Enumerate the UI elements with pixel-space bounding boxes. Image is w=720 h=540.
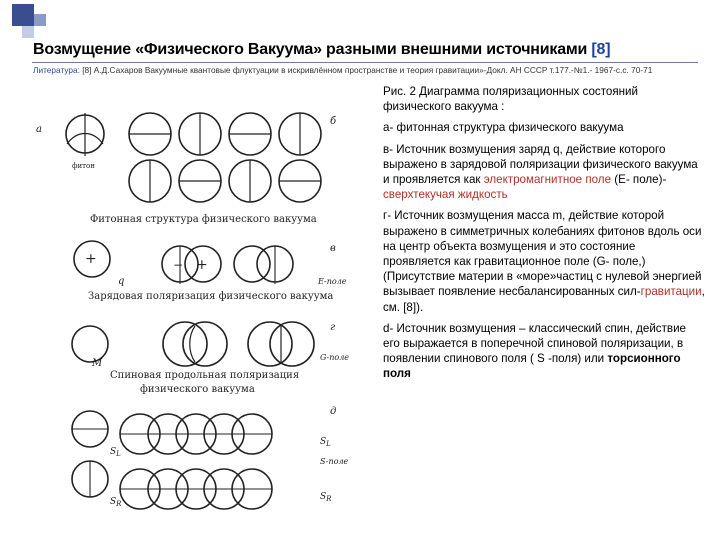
minus-sign: −: [173, 258, 184, 272]
label-g: г: [330, 322, 336, 333]
row-charge: [74, 241, 293, 284]
item-d: d- Источник возмущения – классический спин, действие его выражается в поперечной спиновой поляризации, в появлении спинового поля ( S -поля) или торсионного поля: [383, 321, 686, 381]
photon-label: фитон: [72, 162, 95, 170]
caption-spin-2: физического вакуума: [140, 384, 255, 395]
row-mass: [72, 322, 314, 366]
literature-line: [33, 64, 673, 76]
m-label: M: [92, 358, 103, 369]
label-v: в: [330, 243, 336, 254]
polarization-diagram: [30, 104, 370, 536]
torsion-field: торсионного поля: [383, 352, 681, 381]
label-a: а: [36, 124, 42, 135]
row-spin: [72, 411, 272, 509]
plus-sign: +: [85, 251, 97, 267]
title-divider: [32, 62, 698, 63]
g-field-label: G-поле: [320, 353, 350, 362]
literature-text: [8] А.Д.Сахаров Вакуумные квантовые флуктуации в искривлённом пространстве и теория гравитации»-Докл. АН СССР т.177.-№1.- 1967-с.с. 70-71: [82, 65, 653, 75]
row-phyton: [66, 113, 321, 202]
figure-caption: Рис. 2 Диаграмма поляризационных состояний физического вакуума :: [383, 85, 638, 114]
sr-label-2: $S_R$: [320, 492, 332, 503]
caption-charge: Зарядовая поляризация физического вакуума: [88, 291, 334, 302]
q-label: q: [118, 276, 125, 287]
label-d: д: [330, 406, 337, 417]
sl-label: $S_L$: [110, 447, 121, 458]
item-a: а- фитонная структура физического вакуума: [383, 121, 624, 135]
item-g: г- Источник возмущения масса m, действие которой выражено в симметричных колебаниях фитонов вдоль оси на центр объекта возмущения и это состояние проявляется как гравитационное поле (G- поле,) (Присутствие материи в «море»частиц с нулевой энергией вызывает появление несбалансированных сил-гравитации, см. [8]).: [383, 209, 705, 314]
caption-phyton: Фитонная структура физического вакуума: [90, 214, 317, 225]
sl-label-2: $S_L$: [320, 437, 331, 448]
e-field-label: E-поле: [318, 277, 347, 286]
slide-title: [33, 41, 610, 59]
explanation-column: [383, 84, 705, 388]
label-b: б: [330, 116, 337, 127]
decor-square-light: [22, 26, 34, 38]
em-field-link: электромагнитное поле: [483, 173, 612, 187]
slide-title-text: Возмущение «Физического Вакуума» разными внешними источниками: [33, 41, 588, 58]
plus-sign-2: +: [196, 257, 208, 273]
slide-title-ref: [8]: [591, 41, 611, 58]
sr-label: $S_R$: [110, 497, 122, 508]
gravitation-link: гравитации: [640, 285, 702, 299]
item-v: в- Источник возмущения заряд q, действие которого выражено в зарядовой поляризации физического вакуума и проявляется как электромагнитное поле (Е- поле)-сверхтекучая жидкость: [383, 142, 698, 202]
superfluid-link: сверхтекучая жидкость: [383, 188, 508, 202]
literature-label: Литература:: [33, 65, 80, 75]
caption-spin-1: Спиновая продольная поляризация: [110, 370, 300, 381]
decor-square-dark: [12, 4, 34, 26]
decor-square-mid: [34, 14, 46, 26]
s-field-label: S-поле: [320, 457, 349, 466]
